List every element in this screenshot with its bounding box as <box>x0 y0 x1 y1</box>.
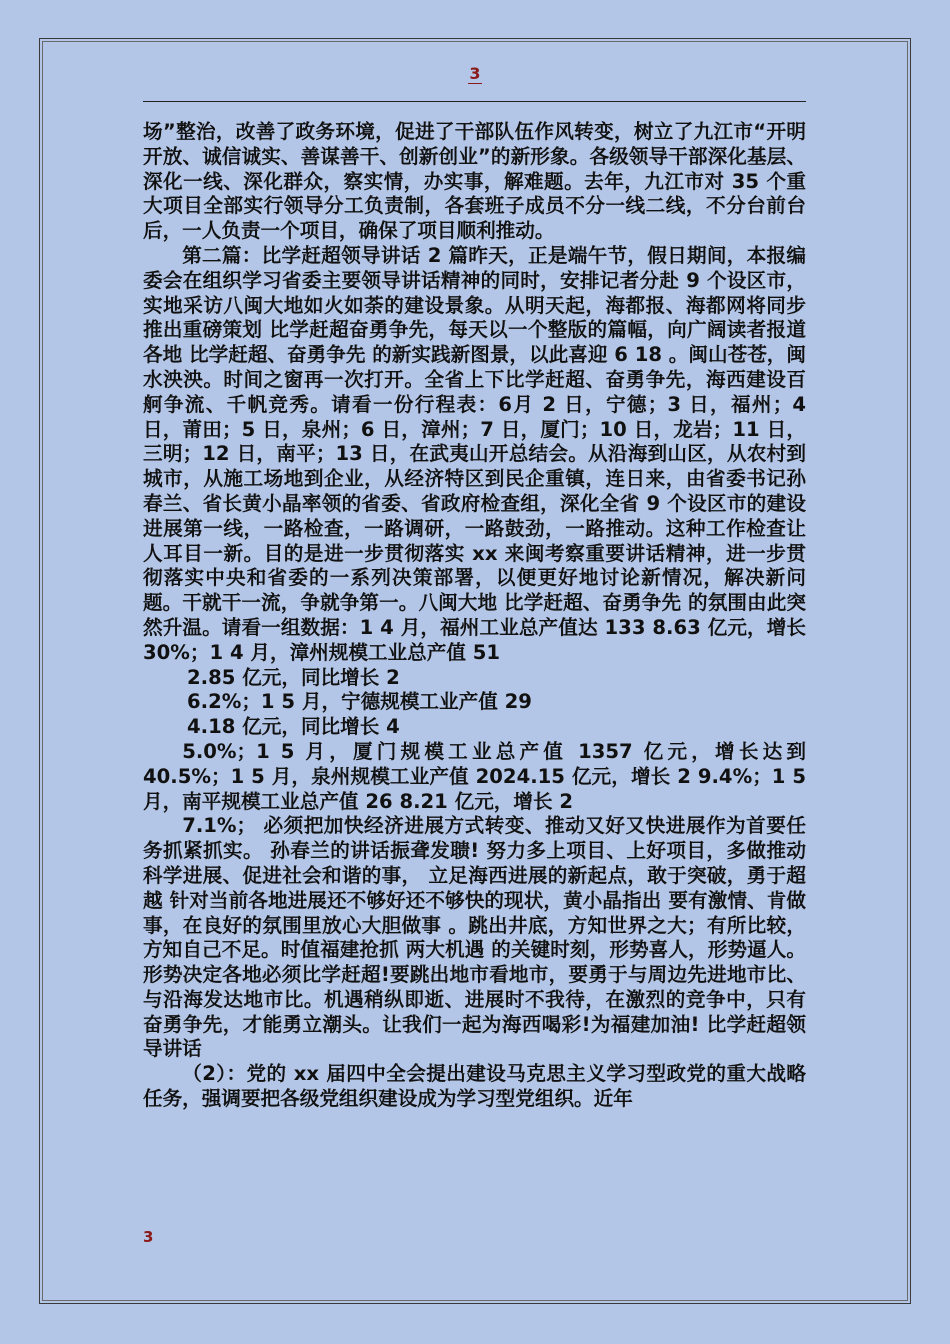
header-divider <box>143 101 806 102</box>
paragraph: 2.85 亿元，同比增长 2 <box>187 665 400 689</box>
paragraph: 6.2%；1 5 月，宁德规模工业产值 29 <box>187 690 532 714</box>
paragraph: 7.1%； 必须把加快经济进展方式转变、推动又好又快进展作为首要任务抓紧抓实。 孙春兰的讲话振聋发聩! 努力多上项目、上好项目，多做推动科学进展、促进社会和谐的事， 立足海西进展的新起点，敢于突破，勇于超越 针对当前各地进展还不够好还不够快的现状，黄小晶指出 要有激情、肯做事，在良好的氛围里放心大胆做事 。跳出井底，方知世界之大；有所比较，方知自己不足。时值福建抢抓 两大机遇 的关键时刻，形势喜人，形势逼人。形势决定各地必须比学赶超!要跳出地市看地市，要勇于与周边先进地市比、与沿海发达地市比。机遇稍纵即逝、进展时不我待，在激烈的竞争中，只有奋勇争先，才能勇立潮头。让我们一起为海西喝彩!为福建加油! 比学赶超领导讲话 <box>143 814 806 1061</box>
document-body <box>143 120 806 1112</box>
paragraph: （2）：党的 xx 届四中全会提出建设马克思主义学习型政党的重大战略任务，强调要把各级党组织建设成为学习型党组织。近年 <box>143 1062 806 1111</box>
paragraph: 4.18 亿元，同比增长 4 <box>187 715 400 739</box>
paragraph: 5.0%；1 5 月，厦门规模工业总产值 1357 亿元，增长达到 40.5%；1 5 月，泉州规模工业产值 2024.15 亿元，增长 2 9.4%；1 5 月，南平规模工业总产值 26 8.21 亿元，增长 2 <box>143 739 806 813</box>
paragraph: 第二篇：比学赶超领导讲话 2 篇昨天，正是端午节，假日期间，本报编委会在组织学习省委主要领导讲话精神的同时，安排记者分赴 9 个设区市，实地采访八闽大地如火如荼的建设景象。从明天起，海都报、海都网将同步推出重磅策划 比学赶超奋勇争先，每天以一个整版的篇幅，向广阔读者报道各地 比学赶超、奋勇争先 的新实践新图景，以此喜迎 6 18 。闽山苍苍，闽水泱泱。时间之窗再一次打开。全省上下比学赶超、奋勇争先，海西建设百舸争流、千帆竞秀。请看一份行程表：6月 2 日，宁德；3 日，福州；4 日，莆田；5 日，泉州；6 日，漳州；7 日，厦门；10 日，龙岩；11 日，三明；12 日，南平；13 日，在武夷山开总结会。从沿海到山区，从农村到城市，从施工场地到企业，从经济特区到民企重镇，连日来，由省委书记孙春兰、省长黄小晶率领的省委、省政府检查组，深化全省 9 个设区市的建设进展第一线，一路检查，一路调研，一路鼓劲，一路推动。这种工作检查让人耳目一新。目的是进一步贯彻落实 xx 来闽考察重要讲话精神，进一步贯彻落实中央和省委的一系列决策部署，以便更好地讨论新情况，解决新问题。干就干一流，争就争第一。八闽大地 比学赶超、奋勇争先 的氛围由此突然升温。请看一组数据：1 4 月，福州工业总产值达 133 8.63 亿元，增长 30%；1 4 月，漳州规模工业总产值 51 <box>143 243 806 664</box>
header-page-number: 3 <box>469 64 481 83</box>
footer-page-number: 3 <box>143 1228 154 1246</box>
paragraph: 场”整治，改善了政务环境，促进了干部队伍作风转变，树立了九江市“开明开放、诚信诚实、善谋善干、创新创业”的新形象。各级领导干部深化基层、深化一线、深化群众，察实情，办实事，解难题。去年，九江市对 35 个重大项目全部实行领导分工负责制，各套班子成员不分一线二线，不分台前台后，一人负责一个项目，确保了项目顺利推动。 <box>143 120 806 243</box>
